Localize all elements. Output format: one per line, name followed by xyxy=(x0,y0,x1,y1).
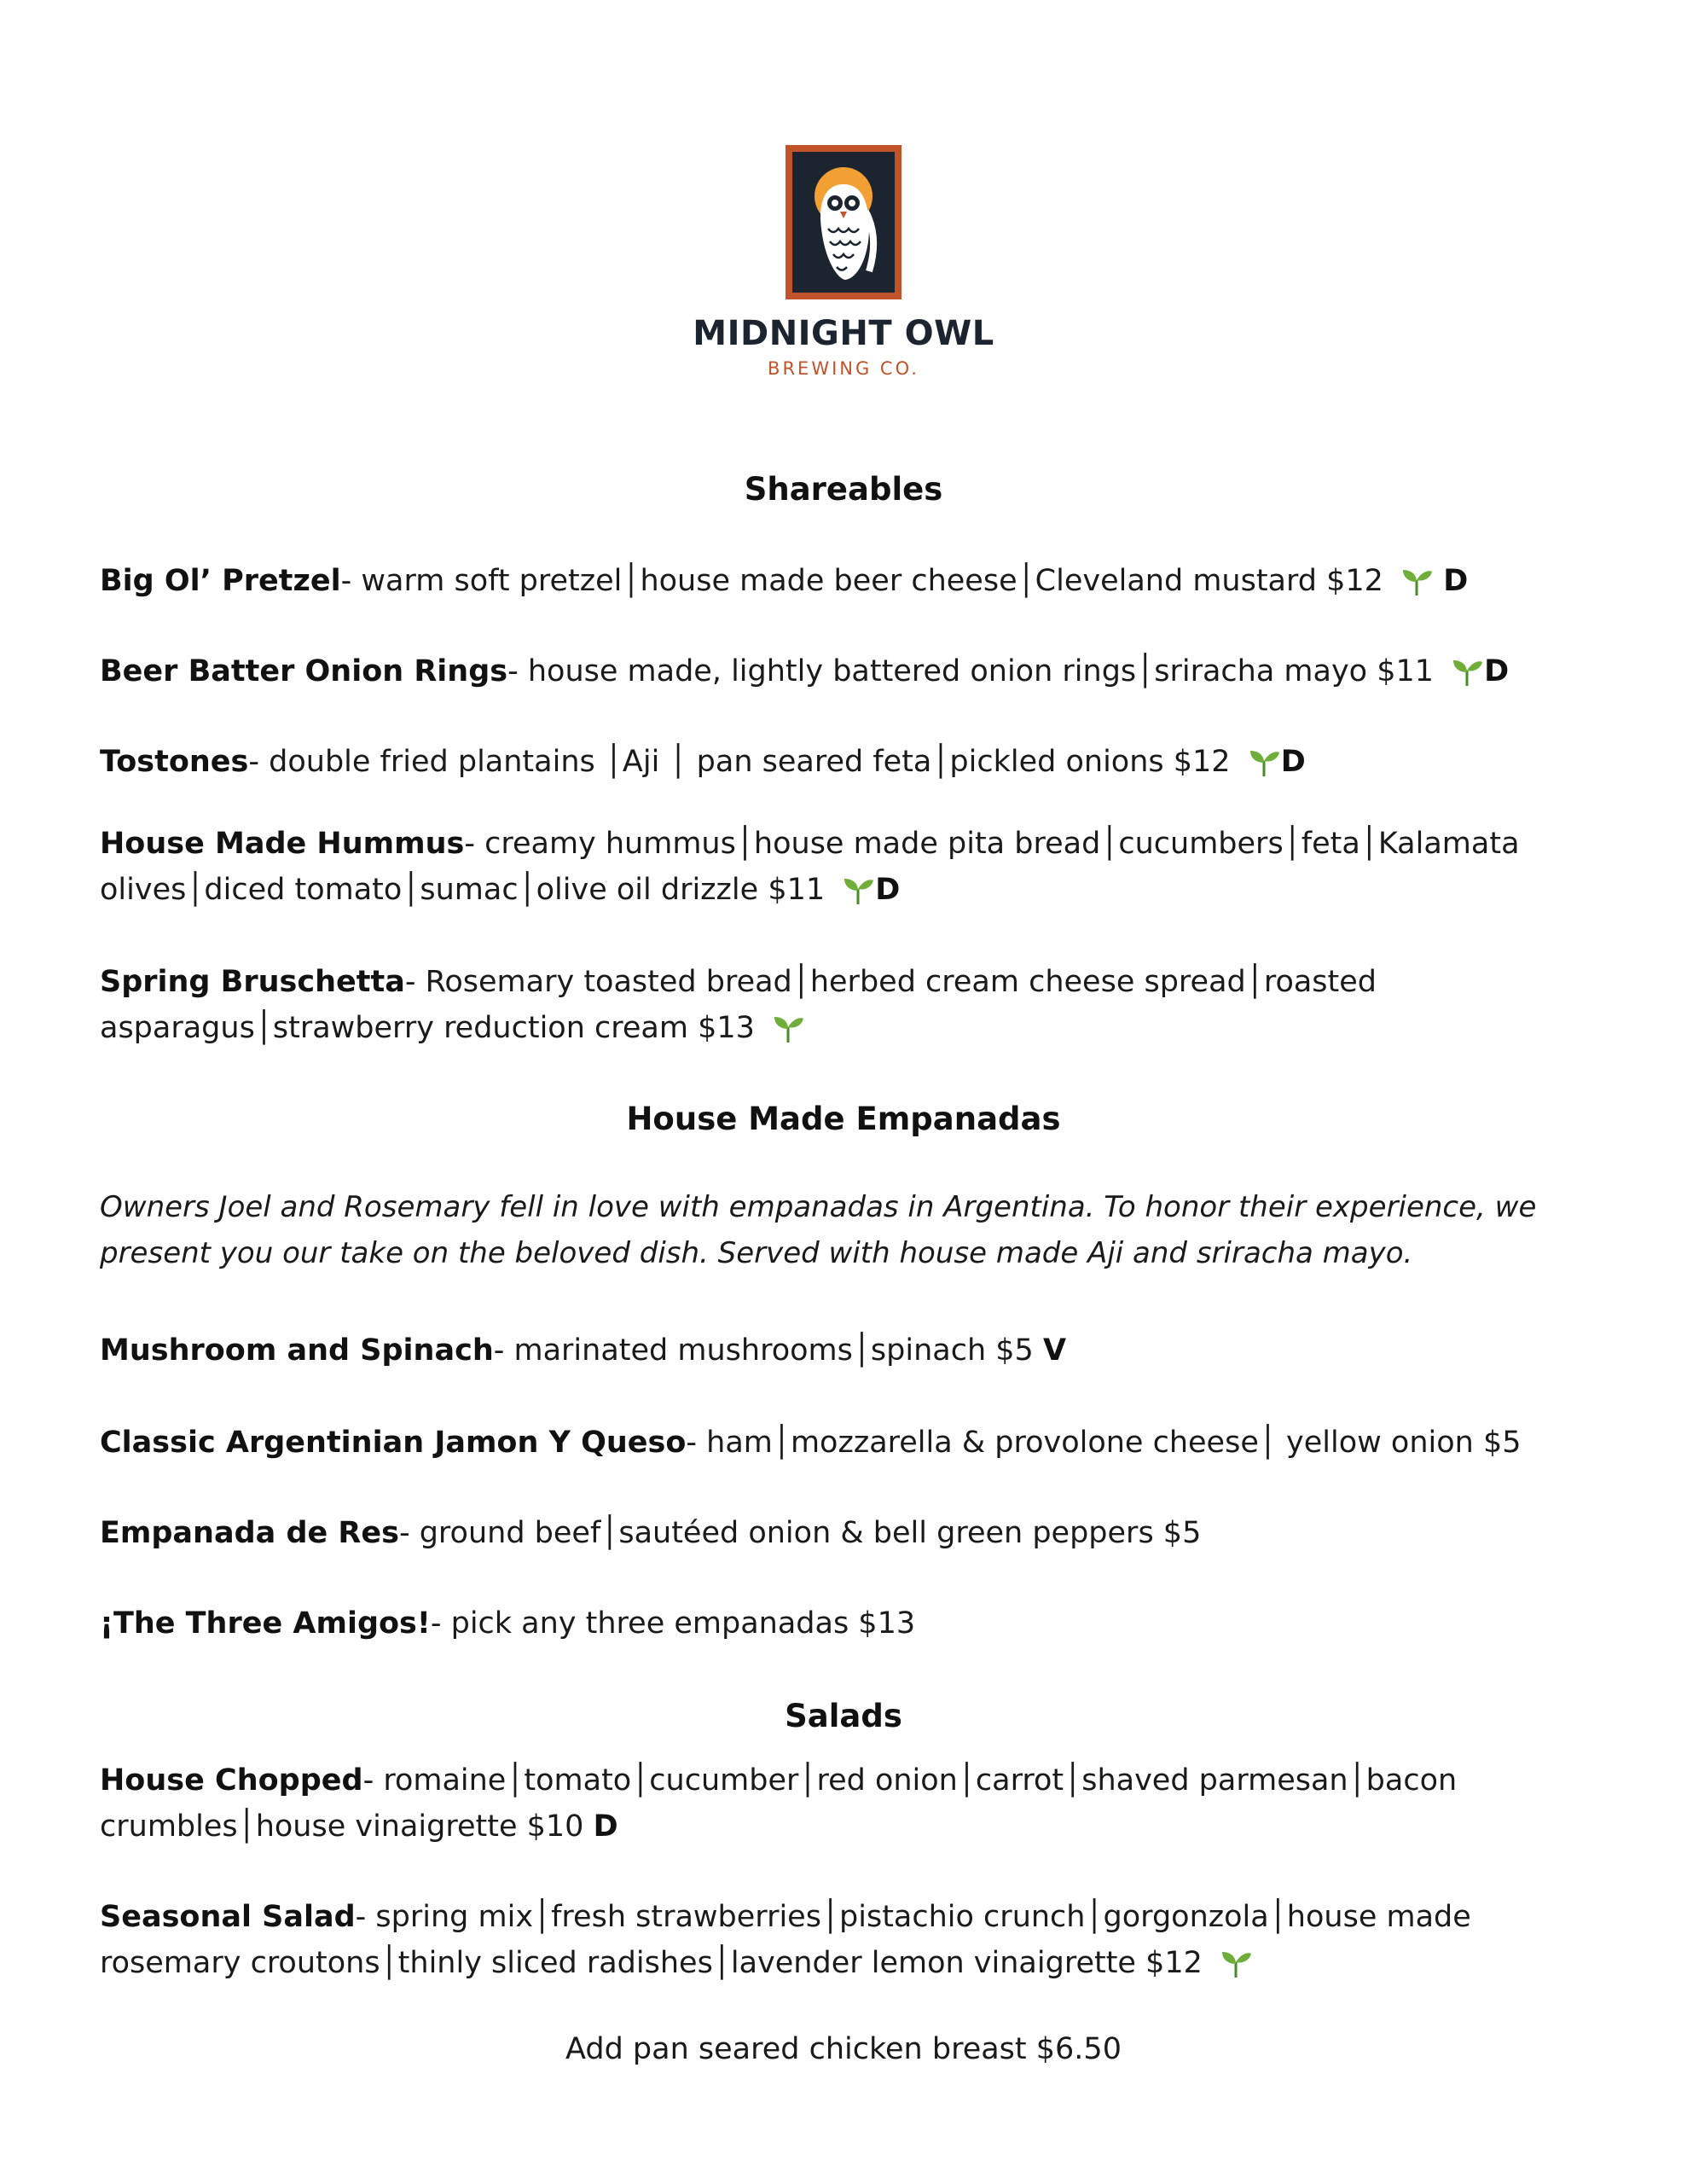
section-title-shareables: Shareables xyxy=(744,471,943,508)
dietary-tag: D xyxy=(1280,745,1306,779)
item-description: - pick any three empanadas $13 xyxy=(430,1606,916,1641)
section-intro: Owners Joel and Rosemary fell in love with empanadas in Argentina. To honor their experience, we present you our take on the beloved dish. Served with house made Aji and sriracha mayo. xyxy=(100,1190,1537,1270)
menu-item xyxy=(100,821,1575,913)
section-title-empanadas: House Made Empanadas xyxy=(626,1101,1061,1137)
seedling-icon xyxy=(771,1014,805,1043)
dietary-tag: D xyxy=(1484,654,1510,688)
item-name: Beer Batter Onion Rings xyxy=(100,654,508,688)
brand-name: MIDNIGHT OWL xyxy=(693,314,994,353)
menu-item xyxy=(100,648,1575,694)
item-name: Classic Argentinian Jamon Y Queso xyxy=(100,1426,687,1460)
dietary-tag: D xyxy=(875,873,901,907)
dietary-tag: V xyxy=(1042,1333,1067,1368)
item-name: Empanada de Res xyxy=(100,1516,399,1550)
item-name: Tostones xyxy=(100,745,249,779)
brand-subtitle: BREWING CO. xyxy=(768,358,919,379)
item-description: - warm soft pretzel│house made beer cheese│Cleveland mustard $12 xyxy=(340,564,1383,598)
salad-addon: Add pan seared chicken breast $6.50 xyxy=(565,2032,1122,2066)
menu-item xyxy=(100,1757,1575,1850)
item-description: - ground beef│sautéed onion & bell green peppers $5 xyxy=(398,1516,1202,1550)
item-name: Spring Bruschetta xyxy=(100,965,405,999)
menu-item xyxy=(100,1420,1575,1466)
menu-item xyxy=(100,1894,1575,1986)
item-description: - creamy hummus│house made pita bread│cucumbers│feta│Kalamata olives│diced tomato│sumac│olive oil drizzle $11 xyxy=(100,827,1520,907)
dietary-tag: D xyxy=(1443,564,1469,598)
item-description: - Rosemary toasted bread│herbed cream cheese spread│roasted asparagus│strawberry reduction cream $13 xyxy=(100,965,1377,1045)
menu-item xyxy=(100,739,1575,785)
item-name: Seasonal Salad xyxy=(100,1900,356,1934)
item-name: Big Ol’ Pretzel xyxy=(100,564,341,598)
section-title-salads: Salads xyxy=(785,1698,902,1734)
menu-item xyxy=(100,1600,1575,1647)
menu-item xyxy=(100,1510,1575,1556)
menu-item xyxy=(100,1327,1575,1374)
item-description: - romaine│tomato│cucumber│red onion│carrot│shaved parmesan│bacon crumbles│house vinaigrette $10 xyxy=(100,1763,1458,1844)
item-description: - marinated mushrooms│spinach $5 xyxy=(493,1333,1043,1368)
item-description: - house made, lightly battered onion rings│sriracha mayo $11 xyxy=(507,654,1434,688)
seedling-icon xyxy=(1219,1949,1253,1978)
item-description: - double fried plantains │Aji │ pan seared feta│pickled onions $12 xyxy=(248,745,1231,779)
item-name: House Made Hummus xyxy=(100,827,465,861)
dietary-tag: D xyxy=(593,1809,618,1844)
item-name: ¡The Three Amigos! xyxy=(100,1606,431,1641)
logo xyxy=(0,143,1687,301)
item-name: House Chopped xyxy=(100,1763,363,1798)
seedling-icon xyxy=(1247,747,1281,776)
seedling-icon xyxy=(1450,657,1484,686)
menu-item xyxy=(100,959,1575,1051)
seedling-icon xyxy=(1400,566,1434,595)
item-description: - spring mix│fresh strawberries│pistachio crunch│gorgonzola│house made rosemary croutons│thinly sliced radishes│lavender lemon vinaigrette $12 xyxy=(100,1900,1471,1980)
owl-logo-icon xyxy=(784,143,903,301)
item-description: - ham│mozzarella & provolone cheese│ yellow onion $5 xyxy=(686,1426,1522,1460)
menu-item xyxy=(100,558,1575,604)
item-name: Mushroom and Spinach xyxy=(100,1333,494,1368)
seedling-icon xyxy=(841,875,875,904)
